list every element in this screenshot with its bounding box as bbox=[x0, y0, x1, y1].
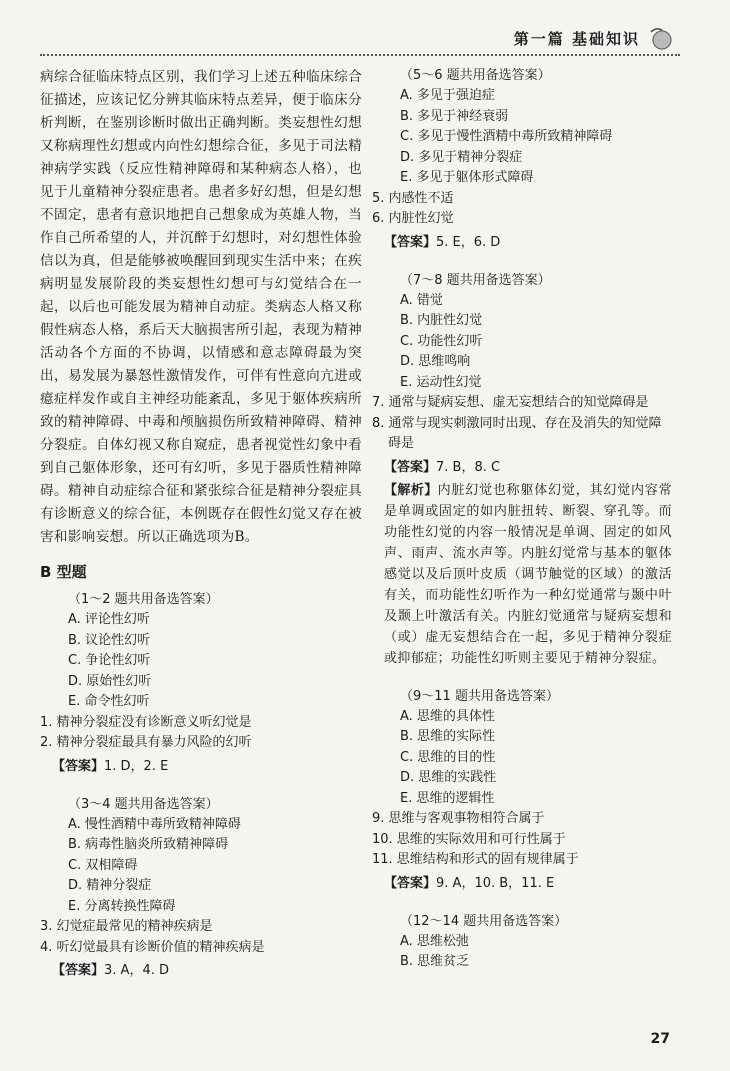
option-e: E. 多见于躯体形式障碍 bbox=[400, 170, 534, 185]
question-8: 8. 通常与现实刺激同时出现、存在及消失的知觉障碍是 bbox=[372, 415, 662, 451]
option-a: A. 慢性酒精中毒所致精神障碍 bbox=[68, 816, 241, 832]
section-heading-b: B 型题 bbox=[40, 563, 87, 581]
option-d: D. 思维鸣响 bbox=[400, 354, 471, 369]
option-e: E. 运动性幻觉 bbox=[400, 374, 482, 390]
answer-value: 5. E，6. D bbox=[436, 234, 501, 250]
option-a: A. 思维松弛 bbox=[400, 933, 469, 949]
option-d: D. 原始性幻听 bbox=[68, 673, 152, 689]
answer-value: 1. D，2. E bbox=[104, 758, 169, 774]
answer-tag: 【答案】 bbox=[384, 459, 437, 475]
option-e: E. 分离转换性障碍 bbox=[68, 898, 176, 914]
option-b: B. 思维贫乏 bbox=[400, 954, 470, 969]
answer-tag: 【答案】 bbox=[384, 234, 437, 250]
explain-tag: 【解析】 bbox=[384, 482, 438, 498]
left-column bbox=[40, 66, 362, 981]
header-ornament-icon bbox=[648, 26, 674, 52]
question-4: 4. 听幻觉最具有诊断价值的精神疾病是 bbox=[40, 939, 265, 955]
explain-text: 内脏幻觉也称躯体幻觉，其幻觉内容常是单调或固定的如内脏扭转、断裂、穿孔等。而功能性幻觉的内容一般情况是单调、固定的如风声、雨声、流水声等。内脏幻觉常与基本的躯体感觉以及后顶叶皮质（调节触觉的区域）的激活有关，而功能性幻听作为一种幻觉通常与颞中叶及颞上叶激活有关。内脏幻觉通常与疑病妄想和（或）虚无妄想结合在一起，多见于精神分裂症或抑郁症；功能性幻听则主要见于精神分裂症。 bbox=[384, 482, 672, 666]
option-b: B. 议论性幻听 bbox=[68, 632, 151, 648]
option-a: A. 思维的具体性 bbox=[400, 708, 495, 724]
option-a: A. 错觉 bbox=[400, 292, 443, 308]
option-d: D. 思维的实践性 bbox=[400, 770, 497, 785]
explanation-block bbox=[384, 480, 672, 669]
answer-line bbox=[384, 873, 672, 894]
answer-tag: 【答案】 bbox=[52, 963, 105, 978]
answer-line bbox=[52, 960, 362, 981]
answer-tag: 【答案】 bbox=[52, 758, 105, 774]
option-c: C. 双相障碍 bbox=[68, 857, 138, 873]
explanation-paragraph: 病综合征临床特点区别，我们学习上述五种临床综合征描述，应该记忆分辨其临床特点差异，便于临床分析判断，在鉴别诊断时做出正确判断。类妄想性幻想又称病理性幻想或内向性幻想综合征，多见于司法精神病学实践（反应性精神障碍和某种病态人格），也见于儿童精神分裂症患者。患者多好幻想，但是幻想不固定，患者有意识地把自己想象成为英雄人物，当作自己所希望的人，并沉醉于幻想时，对幻想性体验信以为真，但是能够被唤醒回到现实生活中来；在疾病明显发展阶段的类妄想性幻想可与幻觉结合在一起，以后也可能发展为精神自动症。类病态人格又称假性病态人格，系后天大脑损害所引起，表现为精神活动各个方面的不协调，以情感和意志障碍最为突出，易发展为暴怒性激情发作，可伴有性意向亢进或癔症样发作或自主神经功能紊乱，多见于躯体疾病所致的精神障碍、中毒和颅脑损伤所致精神障碍、精神分裂症。自体幻视又称自窥症，患者视觉性幻象中看到自己躯体形象，还可有幻听，多见于器质性精神障碍。精神自动症综合征和紧张综合征是精神分裂症具有诊断意义的综合征，本例既存在假性幻觉又存在被害和影响妄想。所以正确选项为B。 bbox=[40, 69, 362, 545]
group-header: （5～6 题共用备选答案） bbox=[400, 68, 551, 83]
option-e: E. 命令性幻听 bbox=[68, 694, 150, 709]
answer-value: 3. A，4. D bbox=[104, 963, 169, 978]
right-column bbox=[372, 66, 672, 973]
group-header: （1～2 题共用备选答案） bbox=[68, 592, 219, 607]
answer-value: 9. A，10. B，11. E bbox=[436, 875, 555, 891]
option-e: E. 思维的逻辑性 bbox=[400, 790, 495, 806]
answer-line bbox=[384, 232, 672, 253]
question-group-5-6 bbox=[372, 66, 672, 253]
question-5: 5. 内感性不适 bbox=[372, 190, 454, 206]
question-3: 3. 幻觉症最常见的精神疾病是 bbox=[40, 919, 213, 934]
question-group-3-4 bbox=[40, 795, 362, 982]
answer-tag: 【答案】 bbox=[384, 875, 437, 891]
question-9: 9. 思维与客观事物相符合属于 bbox=[372, 811, 545, 826]
option-b: B. 内脏性幻觉 bbox=[400, 313, 483, 328]
question-11: 11. 思维结构和形式的固有规律属于 bbox=[372, 852, 579, 867]
question-1: 1. 精神分裂症没有诊断意义听幻觉是 bbox=[40, 714, 252, 730]
option-b: B. 病毒性脑炎所致精神障碍 bbox=[68, 837, 229, 852]
question-2: 2. 精神分裂症最具有暴力风险的幻听 bbox=[40, 735, 252, 750]
question-group-12-14 bbox=[372, 912, 672, 973]
page-number: 27 bbox=[650, 1031, 670, 1047]
answer-line bbox=[384, 457, 672, 478]
question-6: 6. 内脏性幻觉 bbox=[372, 211, 454, 226]
chapter-title: 第一篇 基础知识 bbox=[513, 30, 640, 48]
option-c: C. 思维的目的性 bbox=[400, 749, 496, 765]
question-group-1-2 bbox=[40, 590, 362, 777]
option-d: D. 多见于精神分裂症 bbox=[400, 149, 523, 165]
answer-line bbox=[52, 756, 362, 777]
question-group-7-8 bbox=[372, 271, 672, 669]
group-header: （9～11 题共用备选答案） bbox=[400, 688, 559, 704]
option-d: D. 精神分裂症 bbox=[68, 878, 152, 893]
group-header: （12～14 题共用备选答案） bbox=[400, 913, 568, 929]
option-c: C. 功能性幻听 bbox=[400, 333, 483, 349]
option-b: B. 思维的实际性 bbox=[400, 729, 496, 744]
option-c: C. 争论性幻听 bbox=[68, 653, 151, 668]
group-header: （3～4 题共用备选答案） bbox=[68, 796, 219, 812]
option-b: B. 多见于神经衰弱 bbox=[400, 108, 509, 124]
answer-value: 7. B，8. C bbox=[436, 459, 501, 475]
option-c: C. 多见于慢性酒精中毒所致精神障碍 bbox=[400, 129, 613, 144]
question-group-9-11 bbox=[372, 687, 672, 894]
group-header: （7～8 题共用备选答案） bbox=[400, 272, 551, 288]
running-header bbox=[40, 26, 680, 56]
option-a: A. 多见于强迫症 bbox=[400, 88, 495, 103]
question-7: 7. 通常与疑病妄想、虚无妄想结合的知觉障碍是 bbox=[372, 395, 649, 410]
question-10: 10. 思维的实际效用和可行性属于 bbox=[372, 831, 566, 847]
option-a: A. 评论性幻听 bbox=[68, 612, 150, 627]
